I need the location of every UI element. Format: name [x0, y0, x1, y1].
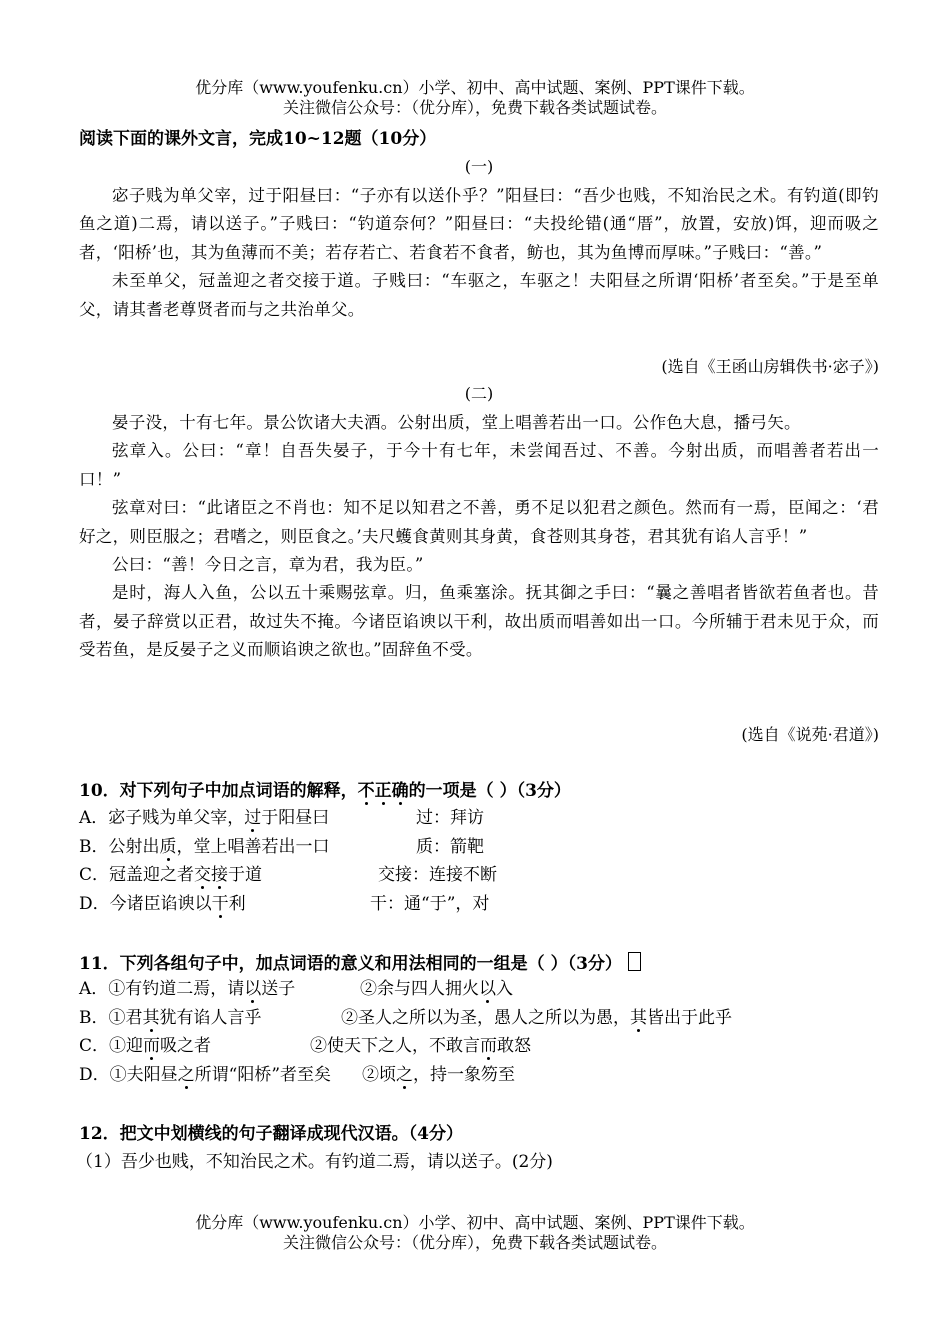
page-footer: [0, 1213, 950, 1253]
option-text: ②余与四人拥火: [360, 979, 479, 999]
part1-text: [79, 182, 879, 324]
option-text: A．①有钓道二焉，请: [79, 979, 245, 999]
option-text: B．①君: [79, 1007, 143, 1028]
option-text: A．宓子贱为单父宰，: [79, 808, 245, 828]
dotted-word: 而: [143, 1036, 161, 1056]
option-text: ，堂上唱善若出一口: [176, 836, 330, 857]
dotted-char: 正: [374, 781, 392, 801]
option-text: 敢怒: [497, 1036, 531, 1056]
q10-stem-emphasis: [358, 781, 409, 801]
part1-paragraph: 宓子贱为单父宰，过于阳昼曰：“子亦有以送仆乎？”阳昼曰：“吾少也贱，不知治民之术。有钓道(即钓鱼之道)二焉，请以送子。”子贱曰：“钓道奈何？”阳昼曰：“夫投纶错(通“厝”，放置，安放)饵，迎而吸之者，‘阳桥’也，其为鱼薄而不美；若存若亡、若食若不食者，鲂也，其为鱼博而厚味。”子贱曰：“善。”: [79, 186, 879, 262]
q10-option-a[interactable]: [79, 804, 879, 833]
part2-text: [79, 409, 879, 665]
part2-label: (二): [464, 384, 494, 403]
option-text: C．冠盖迎之者: [79, 865, 195, 885]
option-text: 皆出于此乎: [647, 1007, 732, 1028]
dotted-word: 而: [480, 1036, 497, 1056]
option-text: ②圣人之所以为圣，愚人之所以为愚，: [341, 1007, 630, 1028]
q10-option-d[interactable]: [79, 890, 879, 919]
option-text: 所谓“阳桥”者至矣: [194, 1064, 332, 1085]
option-text: ②使天下之人，不敢言: [310, 1036, 480, 1056]
part1-paragraph: 未至单父，冠盖迎之者交接于道。子贱曰：“车驱之，车驱之！夫阳昼之所谓‘阳桥’者至矣。”于是至单父，请其耆老尊贤者而与之共治单父。: [79, 271, 879, 319]
q11-option-b[interactable]: [79, 1004, 879, 1033]
footer-line-1: 优分库（www.youfenku.cn）小学、初中、高中试题、案例、PPT课件下载。: [195, 1213, 755, 1232]
header-line-1: 优分库（www.youfenku.cn）小学、初中、高中试题、案例、PPT课件下载。: [195, 78, 755, 97]
dotted-word: 以: [244, 979, 262, 999]
dotted-word: 干: [211, 893, 229, 914]
part2-paragraph: 是时，海人入鱼，公以五十乘赐弦章。归，鱼乘塞涂。抚其御之手曰：“曩之善唱者皆欲若鱼者也。昔者，晏子辞赏以正君，故过失不掩。今诸臣谄谀以干利，故出质而唱善如出一口。今所辅于君未见于众，而受若鱼，是反晏子之义而顺谄谀之欲也。”固辞鱼不受。: [79, 583, 879, 660]
option-text: 利: [228, 893, 246, 914]
option-text: D．今诸臣谄谀以: [79, 893, 212, 914]
part2-paragraph: 弦章对曰：“此诸臣之不肖也：知不足以知君之不善，勇不足以犯君之颜色。然而有一焉，臣闻之：‘君好之，则臣服之；君嗜之，则臣食之。’夫尺蠖食黄则其身黄，食苍则其身苍，君其犹有谄人言乎！”: [79, 498, 879, 546]
dotted-word: 过: [244, 808, 262, 828]
part2-paragraph: 公曰：“善！今日之言，章为君，我为臣。”: [112, 555, 424, 575]
part2-paragraph: 晏子没，十有七年。景公饮诸大夫酒。公射出质，堂上唱善若出一口。公作色大息，播弓矢。: [112, 413, 801, 432]
option-gloss: 质：箭靶: [416, 836, 484, 857]
option-gloss: 过：拜访: [416, 808, 484, 828]
q10-stem-part: 10．对下列句子中加点词语的解释，: [79, 781, 358, 801]
dotted-word: 之: [177, 1064, 195, 1085]
q11-stem-text: 11．下列各组句子中，加点词语的意义和用法相同的一组是（ ）（3分）: [79, 954, 622, 974]
q11-option-a[interactable]: [79, 975, 879, 1004]
dotted-char: 确: [391, 781, 409, 801]
section-title: 阅读下面的课外文言，完成10~12题（10分）: [79, 129, 437, 149]
q10-option-c[interactable]: [79, 861, 879, 890]
question-10-options: [79, 804, 879, 918]
option-text: ，持一象笏至: [413, 1064, 515, 1085]
q10-stem-part: 的一项是（ ）（3分）: [408, 781, 571, 801]
q10-option-b[interactable]: [79, 833, 879, 862]
option-text: 送子: [261, 979, 296, 999]
dotted-word: 质: [159, 836, 177, 857]
option-text: C．①迎: [79, 1036, 144, 1056]
part1-source: (选自《王函山房辑佚书·宓子》): [661, 357, 879, 376]
part2-paragraph: 弦章入。公曰：“章！自吾失晏子，于今十有七年，未尝闻吾过、不善。今射出质，而唱善者若出一口！”: [79, 441, 879, 489]
dotted-word: 接: [211, 865, 229, 885]
footer-line-2: 关注微信公众号：（优分库），免费下载各类试题试卷。: [282, 1233, 667, 1252]
dotted-word: 其: [630, 1007, 647, 1028]
q11-option-c[interactable]: [79, 1032, 879, 1061]
page-header: [0, 78, 950, 118]
dotted-word: 交: [194, 865, 212, 885]
question-12-item-1: （1）吾少也贱，不知治民之术。有钓道二焉，请以送子。(2分): [76, 1152, 553, 1172]
dotted-char: 不: [357, 781, 375, 801]
question-11-stem: [79, 952, 879, 975]
dotted-word: 其: [142, 1007, 160, 1028]
dotted-word: 以: [479, 979, 496, 999]
option-text: D．①夫阳昼: [79, 1064, 178, 1085]
option-text: 于道: [228, 865, 263, 885]
question-11-options: [79, 975, 879, 1089]
dotted-word: 之: [396, 1064, 413, 1085]
option-text: 犹有谄人言乎: [159, 1007, 262, 1028]
option-text: 吸之者: [160, 1036, 212, 1056]
option-gloss: 干：通“于”，对: [370, 893, 490, 914]
option-gloss: 交接：连接不断: [378, 865, 497, 885]
question-10-stem: [79, 780, 879, 802]
option-text: ②顷: [362, 1064, 396, 1085]
header-line-2: 关注微信公众号：（优分库），免费下载各类试题试卷。: [282, 98, 667, 117]
question-12-stem: 12．把文中划横线的句子翻译成现代汉语。（4分）: [79, 1124, 463, 1144]
q11-option-d[interactable]: [79, 1061, 879, 1090]
option-text: 入: [496, 979, 513, 999]
part2-source: (选自《说苑·君道》): [741, 725, 879, 744]
option-text: 于阳昼曰: [261, 808, 330, 828]
part1-label: (一): [464, 157, 494, 176]
option-text: B．公射出: [79, 836, 160, 857]
placeholder-box-icon: [628, 952, 641, 971]
